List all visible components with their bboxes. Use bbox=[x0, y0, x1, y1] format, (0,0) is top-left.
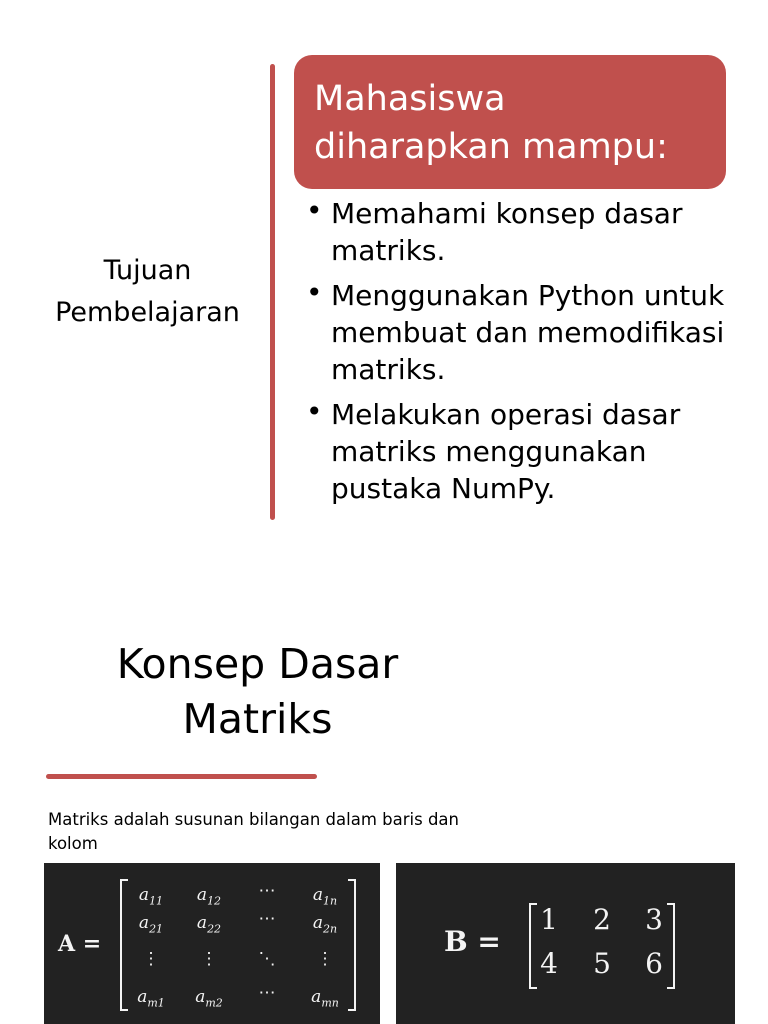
objective-text: Memahami konsep dasar matriks. bbox=[331, 197, 683, 267]
list-item bbox=[306, 277, 746, 388]
objective-text: Melakukan operasi dasar matriks menggunakan pustaka NumPy. bbox=[331, 398, 681, 505]
matrix-a-cell: $a_{1n}$ bbox=[312, 885, 338, 908]
bullet-icon: • bbox=[306, 276, 323, 309]
matrix-a-cell: ⋮ bbox=[142, 949, 160, 969]
matrix-a-cell: $a_{2n}$ bbox=[312, 913, 338, 936]
side-title-line2: Pembelajaran bbox=[55, 297, 240, 328]
matrix-b-label: B = bbox=[444, 925, 501, 958]
bullet-icon: • bbox=[306, 395, 323, 428]
matrix-b-cell: 3 bbox=[645, 903, 663, 936]
matrix-a-cell: $a_{21}$ bbox=[138, 913, 164, 936]
matrix-b-cell: 5 bbox=[593, 947, 611, 980]
title-underline bbox=[46, 774, 317, 779]
matrix-b-cell: 4 bbox=[540, 947, 558, 980]
matrix-a-cell: $a_{m2}$ bbox=[195, 987, 223, 1010]
matrix-b-cell: 6 bbox=[645, 947, 663, 980]
list-item bbox=[306, 396, 746, 507]
matrix-a-cell: ⋱ bbox=[258, 949, 276, 969]
section-title-line2: Matriks bbox=[182, 695, 333, 743]
bullet-icon: • bbox=[306, 194, 323, 227]
side-title bbox=[40, 250, 255, 334]
section-title bbox=[90, 637, 425, 747]
vertical-divider bbox=[270, 64, 275, 520]
list-item bbox=[306, 195, 746, 269]
matrix-b-cell: 1 bbox=[540, 903, 558, 936]
matrix-a-cell: ⋮ bbox=[316, 949, 334, 969]
matrix-a-cell: $a_{22}$ bbox=[196, 913, 222, 936]
matrix-a-cell: $a_{12}$ bbox=[196, 885, 222, 908]
matrix-a-cell: $a_{mn}$ bbox=[311, 987, 339, 1010]
callout-line1: Mahasiswa bbox=[314, 79, 506, 119]
side-title-line1: Tujuan bbox=[103, 255, 192, 286]
matrix-b-image bbox=[396, 863, 735, 1024]
matrix-a-cell: ⋯ bbox=[258, 983, 276, 1003]
matrix-a-cell: ⋮ bbox=[200, 949, 218, 969]
matrix-a-cell: $a_{11}$ bbox=[138, 885, 164, 908]
objective-text: Menggunakan Python untuk membuat dan memodifikasi matriks. bbox=[331, 279, 725, 386]
section-title-line1: Konsep Dasar bbox=[116, 640, 399, 688]
callout-line2: diharapkan mampu: bbox=[314, 127, 668, 167]
matrix-a-label: A = bbox=[58, 931, 102, 957]
matrix-a-cell: ⋯ bbox=[258, 881, 276, 901]
definition-text: Matriks adalah susunan bilangan dalam baris dan kolom bbox=[48, 810, 459, 853]
matrix-a-cell: $a_{m1}$ bbox=[137, 987, 165, 1010]
callout-box bbox=[294, 55, 726, 189]
objective-list bbox=[306, 195, 746, 515]
matrix-a-image bbox=[44, 863, 380, 1024]
matrix-a-cell: ⋯ bbox=[258, 909, 276, 929]
matrix-b-cell: 2 bbox=[593, 903, 611, 936]
